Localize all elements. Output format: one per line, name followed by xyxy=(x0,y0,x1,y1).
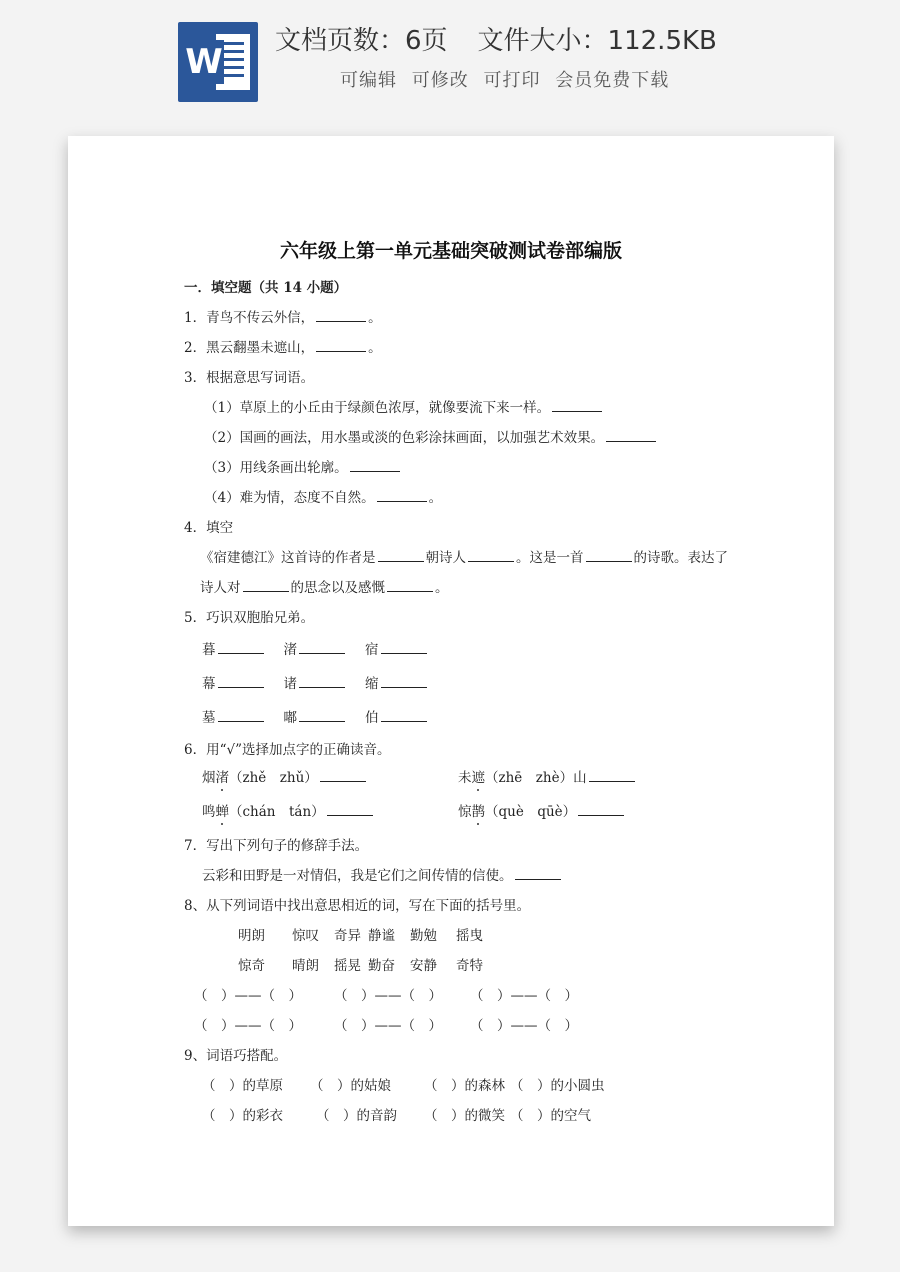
question-7-sentence: 云彩和田野是一对情侣，我是它们之间传情的信使。 xyxy=(202,864,563,884)
question-6-item: 鸣蝉（chán tán） xyxy=(202,800,375,820)
question-8-pairs-row2: （ ）——（ ） （ ）——（ ） （ ）——（ ） xyxy=(194,1018,578,1034)
question-9: 9、词语巧搭配。 xyxy=(184,1048,288,1064)
question-5-row: 暮 渚 宿 xyxy=(202,638,429,658)
file-size: 文件大小：112.5KB xyxy=(477,26,717,56)
section-heading: 一．填空题（共 14 小题） xyxy=(184,280,348,296)
question-4-line1: 《宿建德江》这首诗的作者是 朝诗人 。这是一首 的诗歌。表达了 xyxy=(200,550,728,566)
feature-editable: 可编辑 xyxy=(340,70,397,91)
question-8-words-row1: 明朗 惊叹 奇异 静谧 勤勉 摇曳 xyxy=(238,928,483,944)
question-2: 2．黑云翻墨未遮山， 。 xyxy=(184,340,382,356)
question-6-item: 烟渚（zhě zhǔ） xyxy=(202,766,368,786)
question-5: 5．巧识双胞胎兄弟。 xyxy=(184,610,315,626)
question-4: 4．填空 xyxy=(184,520,234,536)
question-6-item: 未遮（zhē zhè）山 xyxy=(458,766,637,786)
question-4-line2: 诗人对 的思念以及感慨 。 xyxy=(200,580,449,596)
question-8-pairs-row1: （ ）——（ ） （ ）——（ ） （ ）——（ ） xyxy=(194,988,578,1004)
question-3-1: （1）草原上的小丘由于绿颜色浓厚，就像要流下来一样。 xyxy=(204,396,604,416)
question-7: 7．写出下列句子的修辞手法。 xyxy=(184,838,369,854)
feature-list xyxy=(340,66,677,92)
question-9-row1: （ ）的草原 （ ）的姑娘 （ ）的森林 （ ）的小圆虫 xyxy=(202,1078,605,1094)
document-page xyxy=(68,136,834,1226)
question-6-item: 惊鹊（què qūè） xyxy=(458,800,626,820)
feature-printable: 可打印 xyxy=(483,70,541,91)
question-8-words-row2: 惊奇 晴朗 摇晃 勤奋 安静 奇特 xyxy=(238,958,483,974)
question-6: 6．用“√”选择加点字的正确读音。 xyxy=(184,742,391,758)
question-5-row: 幕 诸 缩 xyxy=(202,672,429,692)
word-doc-icon: W xyxy=(178,22,258,102)
feature-free-download: 会员免费下载 xyxy=(555,70,670,91)
question-3-2: （2）国画的画法，用水墨或淡的色彩涂抹画面，以加强艺术效果。 xyxy=(204,426,658,446)
question-3-4: （4）难为情，态度不自然。 。 xyxy=(204,490,443,506)
question-3: 3．根据意思写词语。 xyxy=(184,370,315,386)
header-banner xyxy=(0,0,900,120)
question-3-3: （3）用线条画出轮廓。 xyxy=(204,456,402,476)
page-count: 文档页数：6页 xyxy=(275,26,448,56)
question-1: 1．青鸟不传云外信， 。 xyxy=(184,310,382,326)
question-9-row2: （ ）的彩衣 （ ）的音韵 （ ）的微笑 （ ）的空气 xyxy=(202,1108,591,1124)
question-8: 8、从下列词语中找出意思相近的词，写在下面的括号里。 xyxy=(184,898,531,914)
file-info xyxy=(275,20,717,57)
doc-title: 六年级上第一单元基础突破测试卷部编版 xyxy=(279,240,622,262)
feature-modifiable: 可修改 xyxy=(411,70,469,91)
question-5-row: 墓 嘟 伯 xyxy=(202,706,429,726)
